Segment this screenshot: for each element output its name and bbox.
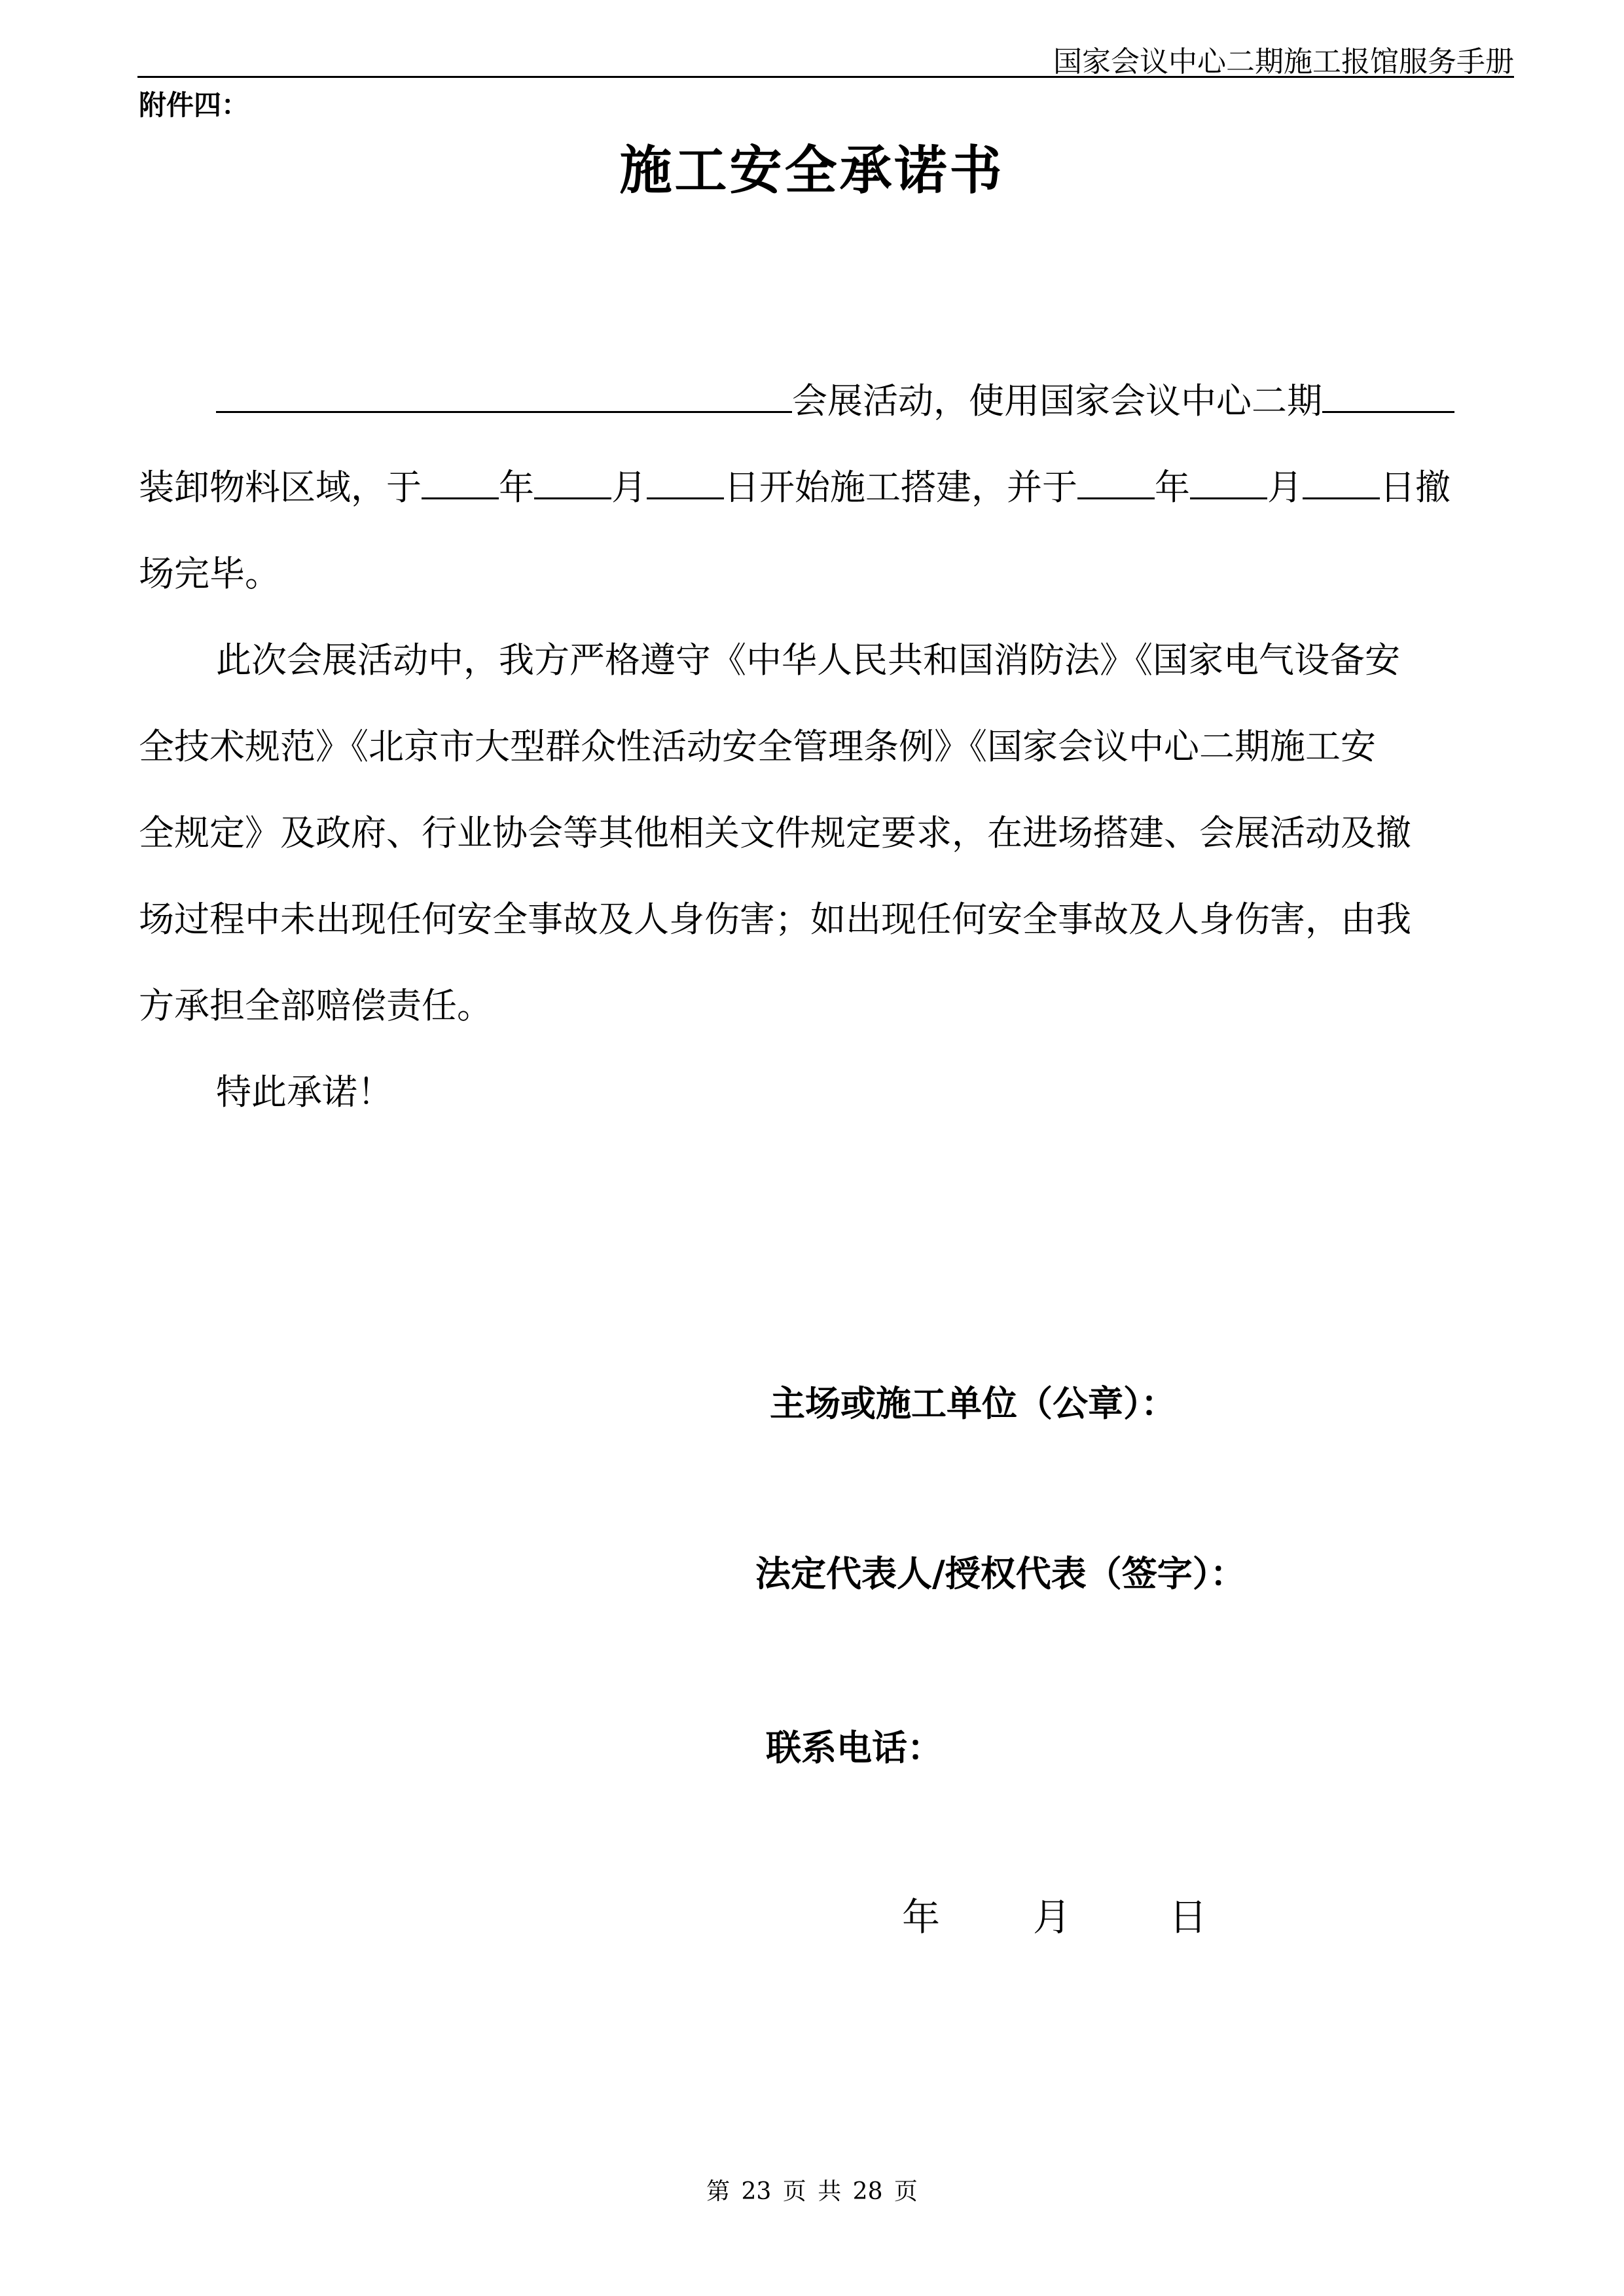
- end-year-blank[interactable]: [1077, 463, 1155, 499]
- end-month-label: 月: [1267, 467, 1303, 508]
- end-year-label: 年: [1155, 467, 1190, 508]
- document-title: 施工安全承诺书: [619, 140, 1005, 201]
- start-day-label: 日开始施工搭建，并于: [724, 467, 1077, 508]
- paragraph2-line3: 全规定》及政府、行业协会等其他相关文件规定要求，在进场搭建、会展活动及撤: [139, 812, 1411, 853]
- header-rule: [137, 76, 1514, 78]
- page-number: 第 23 页 共 28 页: [706, 2178, 918, 2205]
- paragraph2-line5: 方承担全部赔偿责任。: [139, 985, 492, 1026]
- unit-seal-label: 主场或施工单位（公章）：: [770, 1383, 1176, 1424]
- running-header: 国家会议中心二期施工报馆服务手册: [1053, 45, 1514, 79]
- paragraph1-seg2: 装卸物料区域，于: [139, 467, 422, 508]
- start-year-label: 年: [499, 467, 534, 508]
- paragraph1-line2: [139, 459, 1513, 510]
- event-name-blank[interactable]: [216, 377, 792, 413]
- closing-statement: 特此承诺！: [216, 1071, 393, 1113]
- start-month-blank[interactable]: [534, 463, 611, 499]
- paragraph1-line3: 场完毕。: [139, 553, 280, 594]
- paragraph2-line1: 此次会展活动中，我方严格遵守《中华人民共和国消防法》《国家电气设备安: [216, 639, 1400, 681]
- paragraph1-line1: [139, 373, 1513, 423]
- sign-month-label: 月: [1033, 1895, 1072, 1939]
- sign-year-label: 年: [902, 1895, 941, 1939]
- phone-label: 联系电话：: [766, 1727, 943, 1768]
- end-month-blank[interactable]: [1190, 463, 1267, 499]
- representative-signature-label: 法定代表人/授权代表（签字）：: [755, 1553, 1246, 1594]
- end-day-blank[interactable]: [1303, 463, 1380, 499]
- area-blank[interactable]: [1322, 377, 1454, 413]
- paragraph2-line4: 场过程中未出现任何安全事故及人身伤害；如出现任何安全事故及人身伤害，由我: [139, 899, 1411, 940]
- attachment-label: 附件四：: [139, 89, 249, 121]
- paragraph1-seg1: 会展活动，使用国家会议中心二期: [792, 380, 1322, 422]
- end-day-label: 日撤: [1380, 467, 1451, 508]
- paragraph2-line2: 全技术规范》《北京市大型群众性活动安全管理条例》《国家会议中心二期施工安: [139, 726, 1376, 767]
- sign-day-label: 日: [1169, 1895, 1208, 1939]
- start-day-blank[interactable]: [647, 463, 724, 499]
- start-month-label: 月: [611, 467, 647, 508]
- start-year-blank[interactable]: [422, 463, 499, 499]
